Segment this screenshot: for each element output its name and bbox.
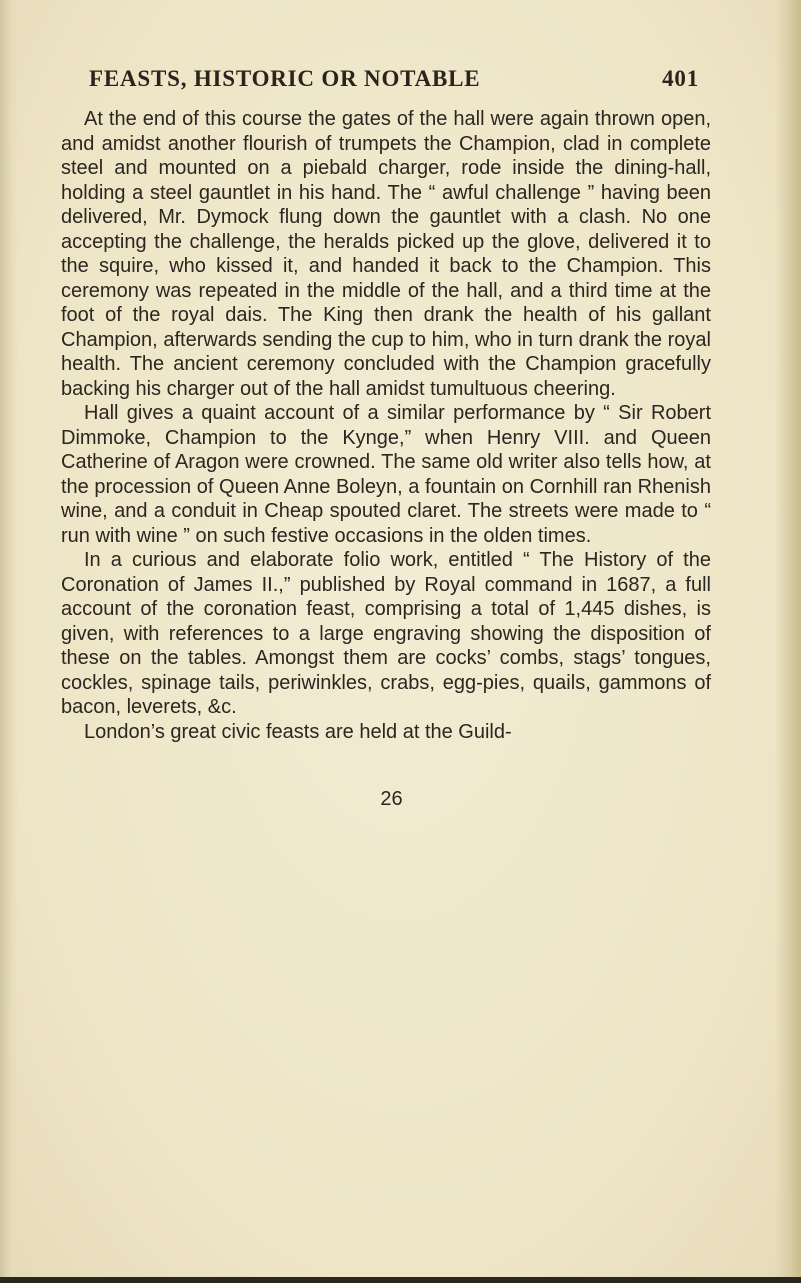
- page-number: 401: [662, 66, 699, 91]
- page-edge: [775, 0, 801, 1283]
- signature-mark: [0, 788, 801, 811]
- paragraph: In a curious and elaborate folio work, entitled “ The History of the Coronation of James II.,” published by Royal command in 1687, a full account of the coronation feast, comprising a total of 1,445 dishes, is given, with references to a large engraving showing the disposition of these on the tables. Amongst them are cocks’ combs, stags’ tongues, cockles, spinage tails, periwinkles, crabs, egg-pies, quails, gammons of bacon, leverets, &c.: [61, 549, 711, 718]
- running-head: FEASTS, HISTORIC OR NOTABLE: [89, 66, 481, 91]
- paragraph: At the end of this course the gates of the hall were again thrown open, and amidst another flourish of trumpets the Champion, clad in complete steel and mounted on a piebald charger, rode inside the dining-hall, holding a steel gauntlet in his hand. The “ awful challenge ” having been delivered, Mr. Dymock flung down the gauntlet with a clash. No one accepting the challenge, the heralds picked up the glove, delivered it to the squire, who kissed it, and handed it back to the Champion. This ceremony was repeated in the middle of the hall, and a third time at the foot of the royal dais. The King then drank the health of his gallant Champion, afterwards sending the cup to him, who in turn drank the royal health. The ancient ceremony concluded with the Champion gracefully backing his charger out of the hall amidst tumultuous cheering.: [61, 108, 711, 400]
- bottom-edge: [0, 1277, 801, 1283]
- gutter-shadow: [0, 0, 18, 1283]
- body-text: [61, 107, 711, 744]
- paragraph: London’s great civic feasts are held at the Guild-: [84, 720, 512, 743]
- signature-number: 26: [380, 788, 403, 810]
- paragraph: Hall gives a quaint account of a similar performance by “ Sir Robert Dimmoke, Champion to the Kynge,” when Henry VIII. and Queen Catherine of Aragon were crowned. The same old writer also tells how, at the procession of Queen Anne Boleyn, a fountain on Cornhill ran Rhenish wine, and a conduit in Cheap spouted claret. The streets were made to “ run with wine ” on such festive occasions in the olden times.: [61, 402, 711, 547]
- page-header: [89, 66, 699, 100]
